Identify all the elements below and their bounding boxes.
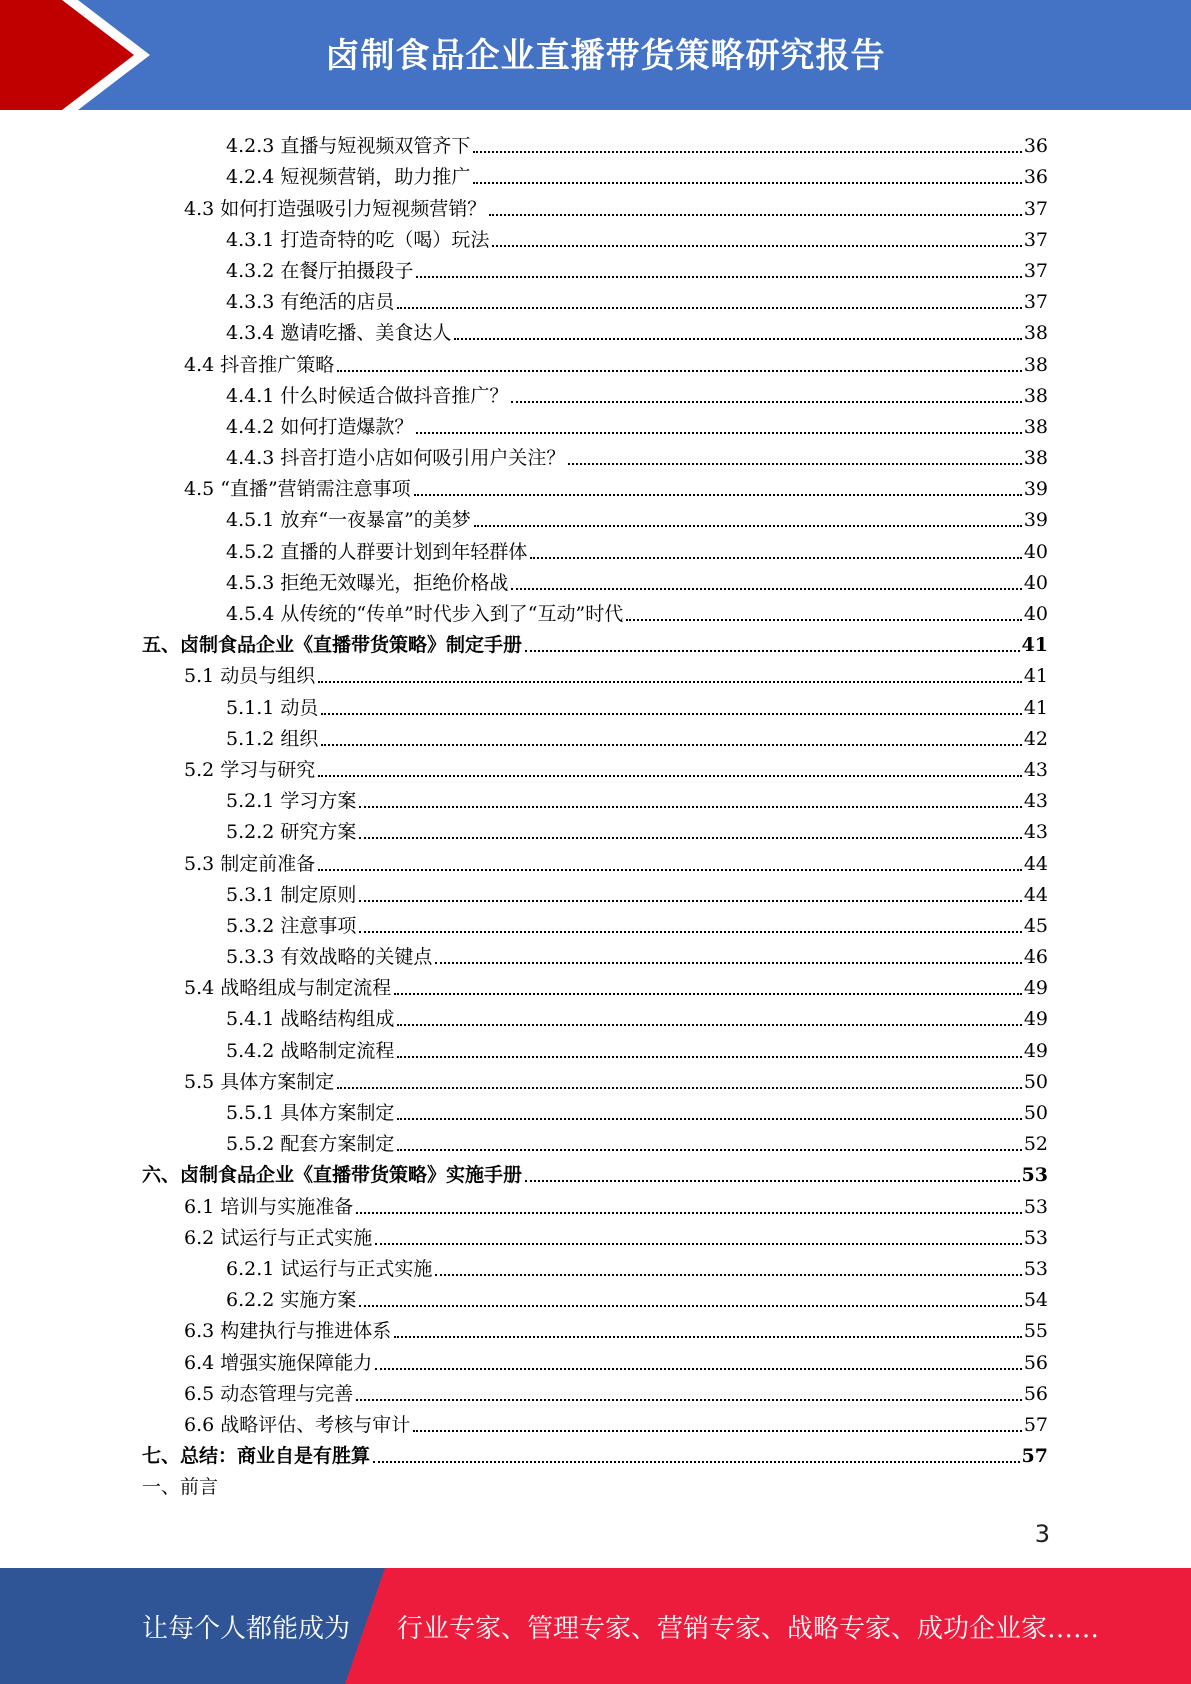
toc-entry-page: 44: [1023, 883, 1048, 906]
toc-entry-label: 4.4 抖音推广策略: [184, 353, 335, 376]
toc-dot-leader: [414, 490, 1022, 496]
toc-entry-label: 5.4.2 战略制定流程: [226, 1039, 395, 1062]
toc-entry-label: 4.4.1 什么时候适合做抖音推广？: [226, 384, 509, 407]
toc-dot-leader: [359, 802, 1021, 808]
toc-entry-page: 44: [1023, 852, 1048, 875]
document-title: 卤制食品企业直播带货策略研究报告: [325, 35, 886, 76]
toc-entry-page: 38: [1023, 415, 1048, 438]
toc-dot-leader: [525, 646, 1020, 652]
toc-entry[interactable]: [142, 314, 1048, 345]
toc-entry-page: 39: [1023, 509, 1048, 532]
toc-dot-leader: [397, 303, 1021, 309]
toc-entry-page: 38: [1023, 353, 1048, 376]
toc-entry[interactable]: [142, 1312, 1048, 1343]
toc-entry[interactable]: [142, 221, 1048, 252]
toc-entry-page: 41: [1023, 696, 1048, 719]
toc-entry[interactable]: [142, 938, 1048, 969]
toc-entry-label: 5.5.1 具体方案制定: [226, 1102, 395, 1124]
toc-entry-label: 5.1 动员与组织: [184, 665, 316, 688]
toc-entry-label: 五、卤制食品企业《直播带货策略》制定手册: [142, 634, 523, 657]
toc-entry[interactable]: [142, 470, 1048, 501]
footer-roles: 行业专家、管理专家、营销专家、战略专家、成功企业家……: [397, 1613, 1100, 1644]
toc-entry[interactable]: [142, 1187, 1048, 1218]
toc-entry-label: 一、前言: [142, 1476, 219, 1499]
toc-dot-leader: [397, 1052, 1021, 1058]
toc-entry-label: 5.3 制定前准备: [184, 852, 316, 875]
toc-dot-leader: [489, 210, 1022, 216]
toc-dot-leader: [394, 989, 1022, 995]
toc-entry[interactable]: [142, 969, 1048, 1000]
toc-entry[interactable]: [142, 751, 1048, 782]
toc-entry-page: 37: [1023, 228, 1048, 251]
toc-entry-label: 6.5 动态管理与完善: [184, 1382, 354, 1405]
toc-dot-leader: [394, 1332, 1022, 1338]
toc-dot-leader: [416, 428, 1021, 434]
toc-dot-leader: [356, 1208, 1022, 1214]
toc-dot-leader: [397, 1114, 1021, 1120]
toc-entry-label: 4.5.3 拒绝无效曝光，拒绝价格战: [226, 571, 509, 594]
toc-entry-page: 43: [1023, 758, 1048, 781]
toc-entry[interactable]: [142, 1343, 1048, 1374]
toc-dot-leader: [321, 709, 1021, 715]
toc-entry-page: 53: [1023, 1226, 1048, 1249]
toc-entry-page: 55: [1023, 1320, 1048, 1343]
toc-entry-label: 4.5.1 放弃“一夜暴富”的美梦: [226, 509, 471, 532]
toc-entry[interactable]: [142, 1000, 1048, 1031]
toc-entry-label: 5.3.1 制定原则: [226, 883, 357, 906]
toc-dot-leader: [530, 553, 1021, 559]
toc-entry[interactable]: [142, 876, 1048, 907]
toc-entry-label: 6.2 试运行与正式实施: [184, 1226, 373, 1249]
toc-dot-leader: [568, 459, 1021, 465]
toc-dot-leader: [492, 241, 1021, 247]
toc-dot-leader: [337, 366, 1022, 372]
toc-dot-leader: [318, 865, 1022, 871]
toc-entry-page: 37: [1023, 259, 1048, 282]
toc-entry-page: 52: [1023, 1133, 1048, 1156]
toc-entry-label: 4.3.1 打造奇特的吃（喝）玩法: [226, 228, 490, 251]
toc-entry-page: 53: [1023, 1195, 1048, 1218]
toc-entry[interactable]: [142, 345, 1048, 376]
page-footer: [0, 1568, 1191, 1684]
toc-entry-page: 39: [1023, 478, 1048, 501]
toc-entry[interactable]: [142, 377, 1048, 408]
toc-entry[interactable]: [142, 1281, 1048, 1312]
toc-entry[interactable]: [142, 657, 1048, 688]
toc-entry-page: 56: [1023, 1382, 1048, 1405]
toc-dot-leader: [511, 397, 1021, 403]
toc-entry-page: 41: [1023, 665, 1048, 688]
toc-dot-leader: [397, 1020, 1021, 1026]
toc-entry-label: 4.3.4 邀请吃播、美食达人: [226, 322, 452, 345]
toc-entry-label: 4.2.4 短视频营销，助力推广: [226, 166, 471, 189]
toc-entry-label: 5.2 学习与研究: [184, 758, 316, 781]
toc-entry-page: 49: [1023, 977, 1048, 1000]
toc-entry-label: 5.1.1 动员: [226, 696, 319, 719]
toc-dot-leader: [373, 1457, 1020, 1463]
toc-entry-label: 4.4.3 抖音打造小店如何吸引用户关注？: [226, 447, 566, 470]
toc-entry[interactable]: [142, 1406, 1048, 1437]
toc-entry-page: 38: [1023, 384, 1048, 407]
toc-dot-leader: [435, 958, 1021, 964]
toc-dot-leader: [416, 272, 1021, 278]
toc-entry-page: 43: [1023, 821, 1048, 844]
toc-entry-label: 6.2.2 实施方案: [226, 1289, 357, 1312]
toc-entry-label: 6.2.1 试运行与正式实施: [226, 1257, 433, 1280]
toc-entry[interactable]: [142, 1094, 1048, 1125]
toc-entry-page: 40: [1023, 603, 1048, 625]
toc-dot-leader: [359, 927, 1021, 933]
toc-dot-leader: [511, 584, 1021, 590]
toc-entry[interactable]: [142, 127, 1048, 158]
toc-dot-leader: [413, 1426, 1022, 1432]
toc-entry-page: 40: [1023, 540, 1048, 563]
toc-entry-page: 37: [1023, 291, 1048, 314]
toc-entry[interactable]: [142, 1219, 1048, 1250]
toc-entry[interactable]: [142, 595, 1048, 626]
toc-entry[interactable]: [142, 1437, 1048, 1468]
toc-entry-label: 4.2.3 直播与短视频双管齐下: [226, 135, 471, 158]
toc-entry-page: 49: [1023, 1008, 1048, 1031]
toc-entry-page: 42: [1023, 727, 1048, 750]
toc-entry-label: 5.4.1 战略结构组成: [226, 1008, 395, 1031]
toc-entry-page: 36: [1023, 166, 1048, 189]
toc-dot-leader: [375, 1239, 1022, 1245]
toc-entry[interactable]: [142, 283, 1048, 314]
toc-entry[interactable]: [142, 1468, 1048, 1499]
toc-dot-leader: [356, 1395, 1022, 1401]
page-number: 3: [1034, 1520, 1050, 1548]
toc-entry-label: 6.1 培训与实施准备: [184, 1195, 354, 1218]
toc-entry[interactable]: [142, 1250, 1048, 1281]
toc-entry[interactable]: [142, 439, 1048, 470]
toc-entry[interactable]: [142, 1156, 1048, 1187]
toc-entry[interactable]: [142, 158, 1048, 189]
toc-dot-leader: [626, 615, 1022, 621]
toc-entry[interactable]: [142, 564, 1048, 595]
toc-entry-page: 40: [1023, 571, 1048, 594]
toc-entry-label: 4.5.4 从传统的“传单”时代步入到了“互动”时代: [226, 603, 624, 625]
table-of-contents: [142, 127, 1048, 1499]
toc-dot-leader: [454, 334, 1021, 340]
toc-entry-label: 6.6 战略评估、考核与审计: [184, 1413, 411, 1436]
toc-entry-label: 5.5.2 配套方案制定: [226, 1133, 395, 1156]
toc-entry[interactable]: [142, 189, 1048, 220]
toc-entry[interactable]: [142, 1063, 1048, 1094]
toc-entry[interactable]: [142, 1031, 1048, 1062]
toc-entry-page: 37: [1023, 197, 1048, 220]
toc-entry[interactable]: [142, 532, 1048, 563]
toc-entry-label: 5.2.2 研究方案: [226, 821, 357, 844]
toc-entry-label: 6.4 增强实施保障能力: [184, 1351, 373, 1374]
toc-entry-page: 38: [1023, 447, 1048, 470]
toc-entry-page: 38: [1023, 322, 1048, 345]
page-header: [0, 0, 1191, 110]
toc-entry-label: 4.3.3 有绝活的店员: [226, 291, 395, 314]
toc-entry[interactable]: [142, 907, 1048, 938]
toc-entry-label: 5.2.1 学习方案: [226, 790, 357, 813]
toc-entry[interactable]: [142, 408, 1048, 439]
toc-dot-leader: [359, 1301, 1021, 1307]
toc-entry-page: 50: [1023, 1070, 1048, 1093]
toc-entry-label: 5.4 战略组成与制定流程: [184, 977, 392, 1000]
toc-entry[interactable]: [142, 252, 1048, 283]
toc-entry[interactable]: [142, 844, 1048, 875]
toc-dot-leader: [473, 147, 1021, 153]
toc-entry-label: 4.3 如何打造强吸引力短视频营销？: [184, 197, 487, 220]
toc-dot-leader: [375, 1364, 1022, 1370]
toc-entry-label: 6.3 构建执行与推进体系: [184, 1320, 392, 1343]
toc-dot-leader: [397, 1145, 1021, 1151]
toc-entry-page: 53: [1021, 1164, 1048, 1187]
toc-dot-leader: [359, 833, 1021, 839]
toc-entry-page: 45: [1023, 914, 1048, 937]
toc-entry-label: 4.3.2 在餐厅拍摄段子: [226, 259, 414, 282]
toc-entry-label: 5.1.2 组织: [226, 727, 319, 750]
toc-entry[interactable]: [142, 782, 1048, 813]
toc-dot-leader: [525, 1176, 1020, 1182]
toc-entry[interactable]: [142, 720, 1048, 751]
toc-entry-page: 49: [1023, 1039, 1048, 1062]
toc-dot-leader: [337, 1083, 1022, 1089]
toc-entry-page: 41: [1021, 634, 1048, 657]
toc-entry[interactable]: [142, 501, 1048, 532]
toc-dot-leader: [321, 740, 1021, 746]
toc-entry-label: 5.3.2 注意事项: [226, 914, 357, 937]
toc-dot-leader: [473, 178, 1021, 184]
toc-entry-page: 46: [1023, 946, 1048, 969]
toc-entry-label: 4.5.2 直播的人群要计划到年轻群体: [226, 540, 528, 563]
toc-entry-page: 56: [1023, 1351, 1048, 1374]
toc-entry-label: 六、卤制食品企业《直播带货策略》实施手册: [142, 1164, 523, 1187]
toc-entry[interactable]: [142, 626, 1048, 657]
toc-entry-label: 4.5 “直播”营销需注意事项: [184, 478, 411, 501]
toc-entry-page: 57: [1023, 1413, 1048, 1436]
toc-dot-leader: [359, 896, 1021, 902]
toc-entry[interactable]: [142, 1375, 1048, 1406]
toc-dot-leader: [474, 521, 1022, 527]
toc-entry-page: 43: [1023, 790, 1048, 813]
toc-entry-page: 54: [1023, 1289, 1048, 1312]
toc-entry-page: 53: [1023, 1257, 1048, 1280]
toc-entry-label: 5.3.3 有效战略的关键点: [226, 946, 433, 969]
toc-entry[interactable]: [142, 1125, 1048, 1156]
toc-entry-page: 50: [1023, 1102, 1048, 1124]
toc-entry-label: 4.4.2 如何打造爆款？: [226, 415, 414, 438]
toc-entry-label: 5.5 具体方案制定: [184, 1070, 335, 1093]
toc-entry[interactable]: [142, 813, 1048, 844]
toc-entry-page: 57: [1021, 1445, 1048, 1468]
toc-entry[interactable]: [142, 688, 1048, 719]
toc-dot-leader: [318, 677, 1022, 683]
toc-dot-leader: [435, 1270, 1021, 1276]
toc-dot-leader: [318, 771, 1022, 777]
toc-entry-page: 36: [1023, 135, 1048, 158]
footer-slogan: 让每个人都能成为: [142, 1613, 351, 1644]
toc-entry-label: 七、总结：商业自是有胜算: [142, 1445, 371, 1468]
